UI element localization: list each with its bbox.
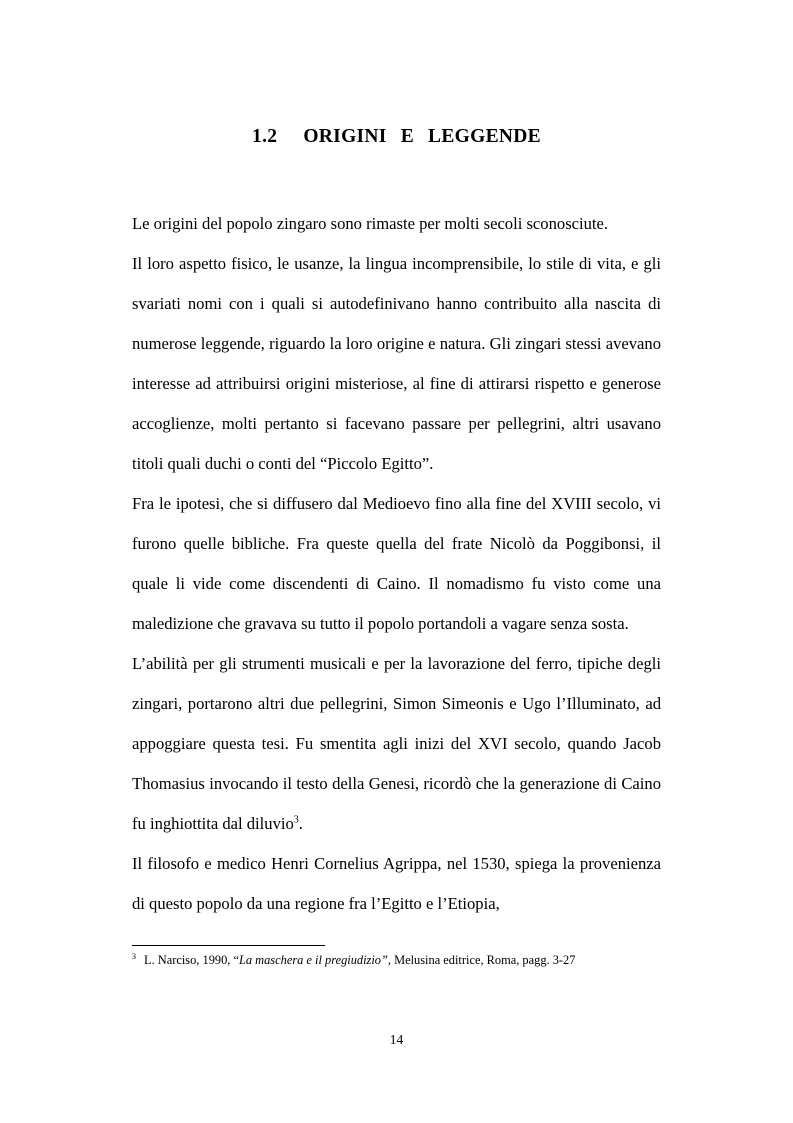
paragraph-1: Le origini del popolo zingaro sono rimaste per molti secoli sconosciute.: [132, 214, 609, 233]
section-number: 1.2: [252, 126, 278, 147]
paragraph-4-text: L’abilità per gli strumenti musicali e per la lavorazione del ferro, tipiche degli zingari, portarono altri due pellegrini, Simon Simeonis e Ugo l’Illuminato, ad appoggiare questa tesi. Fu smentita agli inizi del XVI secolo, quando Jacob Thomasius invocando il testo della Genesi, ricordò che la generazione di Caino fu inghiottita dal diluvio: [132, 654, 661, 833]
footnote-title: La maschera e il pregiudizio”,: [238, 953, 391, 967]
paragraph-4: [132, 644, 661, 844]
footnote-marker: 3: [132, 951, 136, 961]
footnote-divider: [132, 945, 325, 946]
heading-word-leggende: LEGGENDE: [428, 126, 541, 147]
paragraph-3: Fra le ipotesi, che si diffusero dal Medioevo fino alla fine del XVIII secolo, vi furono quelle bibliche. Fra queste quella del frate Nicolò da Poggibonsi, il quale li vide come discendenti di Caino. Il nomadismo fu visto come una maledizione che gravava su tutto il popolo portandoli a vagare senza sosta.: [132, 494, 661, 633]
footnote: [132, 951, 692, 969]
page-number: 14: [389, 1032, 404, 1047]
body-text: [132, 204, 661, 924]
footnote-reference[interactable]: 3: [293, 814, 299, 826]
heading-word-origini: ORIGINI: [303, 126, 387, 147]
footnote-suffix: Melusina editrice, Roma, pagg. 3-27: [390, 953, 576, 967]
paragraph-5: Il filosofo e medico Henri Cornelius Agrippa, nel 1530, spiega la provenienza di questo popolo da una regione fra l’Egitto e l’Etiopia,: [132, 854, 661, 913]
footnote-prefix: L. Narciso, 1990, “: [144, 953, 239, 967]
paragraph-4-end: .: [298, 814, 303, 833]
section-heading: [0, 126, 793, 148]
paragraph-2: Il loro aspetto fisico, le usanze, la lingua incomprensibile, lo stile di vita, e gli svariati nomi con i quali si autodefinivano hanno contribuito alla nascita di numerose leggende, riguardo la loro origine e natura. Gli zingari stessi avevano interesse ad attribuirsi origini misteriose, al fine di attirarsi rispetto e generose accoglienze, molti pertanto si facevano passare per pellegrini, altri usavano titoli quali duchi o conti del “Piccolo Egitto”.: [132, 254, 661, 473]
heading-word-e: E: [400, 126, 415, 147]
